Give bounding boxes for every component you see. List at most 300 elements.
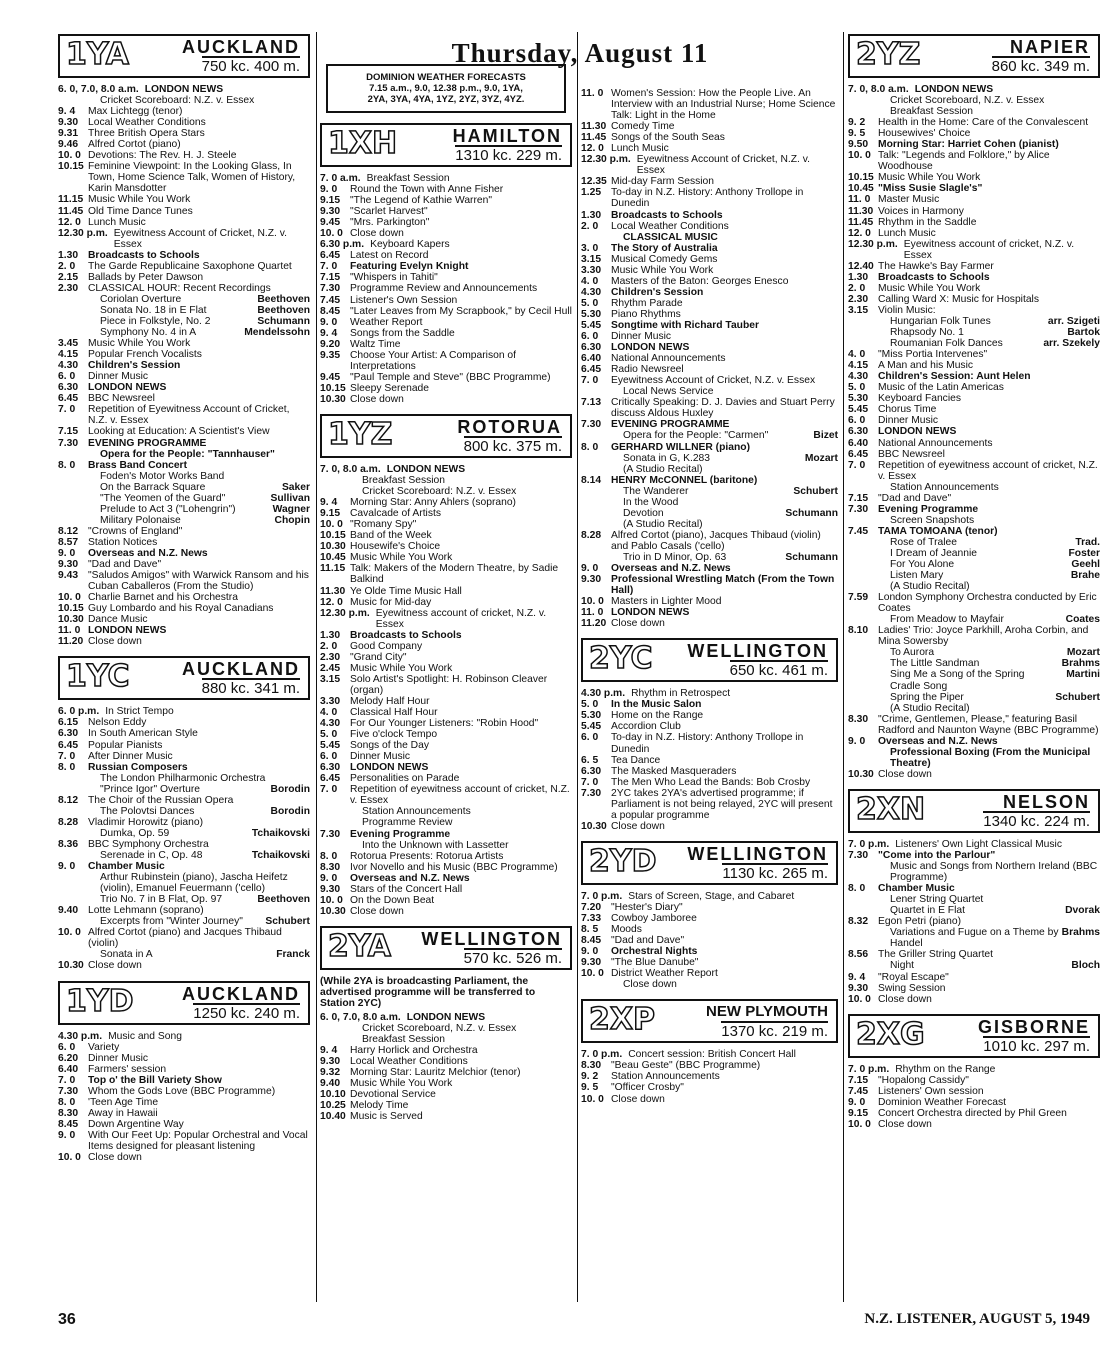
programme-item [58, 894, 310, 905]
station-frequency: 1310 kc. 229 m. [455, 147, 562, 164]
programme-item [58, 1053, 310, 1064]
programme-time [58, 482, 88, 493]
programme-item [320, 195, 572, 206]
programme-title: Evening Programme [350, 828, 451, 840]
programme-item [581, 721, 838, 732]
programme-item [581, 519, 838, 530]
programme-item [848, 581, 1100, 592]
programme-title: Band of the Week [350, 530, 432, 542]
programme-time: 3.15 [848, 304, 869, 316]
programme-item [581, 1094, 838, 1105]
column-4 [848, 30, 1100, 1130]
programme-item [848, 194, 1100, 205]
programme-list-2xg [848, 1064, 1100, 1130]
programme-item [58, 717, 310, 728]
composer-name: Borodin [270, 783, 310, 795]
station-call-sign: 2XP [589, 1002, 655, 1038]
programme-item [320, 1034, 572, 1045]
programme-time: 6.20 [58, 1052, 79, 1064]
station-call-sign: 1YC [66, 659, 130, 695]
programme-time [58, 471, 88, 482]
programme-title: Music for Mid-day [350, 596, 432, 608]
station-city: AUCKLAND [182, 37, 300, 57]
programme-time [581, 464, 611, 475]
programme-time: 10. 0 [320, 519, 343, 531]
programme-title: LONDON NEWS [611, 607, 690, 619]
programme-item [320, 486, 572, 497]
programme-time: 4.15 [848, 360, 869, 372]
programme-item [58, 850, 310, 861]
programme-time: 8.56 [848, 949, 869, 961]
programme-time: 9.15 [320, 195, 341, 207]
programme-item [581, 176, 838, 187]
programme-item [848, 349, 1100, 360]
programme-title: Breakfast Session [362, 1034, 445, 1046]
programme-title: Breakfast Session [890, 106, 973, 118]
programme-item [58, 949, 310, 960]
programme-time: 9.30 [320, 1056, 341, 1068]
programme-time: 10. 0 [581, 968, 604, 980]
programme-title: Voices in Harmony [878, 205, 964, 217]
programme-title: EVENING PROGRAMME [611, 419, 730, 431]
programme-time [848, 327, 878, 338]
programme-time: 4.15 [58, 349, 79, 361]
programme-title: Broadcasts to Schools [611, 209, 723, 221]
programme-item [581, 777, 838, 788]
programme-item [581, 453, 838, 464]
programme-time [848, 669, 878, 680]
programme-time: 3.15 [320, 673, 341, 685]
programme-title: Talk: "Legends and Folklore," by Alice Woodhouse [878, 150, 1050, 173]
station-frequency: 750 kc. 400 m. [201, 58, 300, 75]
programme-item [58, 460, 310, 471]
programme-title: "The Yeomen of the Guard" [100, 492, 226, 504]
programme-item [320, 1100, 572, 1111]
programme-title: (A Studio Recital) [623, 518, 703, 530]
programme-time: 9. 0 [58, 1129, 76, 1141]
programme-time: 6. 5 [581, 754, 599, 766]
programme-item [848, 360, 1100, 371]
programme-item [320, 597, 572, 608]
programme-title: For Our Younger Listeners: "Robin Hood" [350, 718, 539, 730]
programme-title: Music While You Work [88, 338, 191, 350]
programme-time: 10. 0 [320, 894, 343, 906]
programme-item [58, 548, 310, 559]
programme-title: In the Music Salon [611, 699, 702, 711]
station-city: AUCKLAND [182, 983, 300, 1004]
programme-title: Housewives' Choice [878, 128, 971, 140]
programme-time: 6. 0 [848, 415, 866, 427]
programme-title: Close down [611, 1093, 665, 1105]
programme-title: Vladimir Horowitz (piano) [88, 816, 204, 828]
programme-time: 4. 0 [848, 349, 866, 361]
programme-title: Ladies' Trio: Joyce Parkhill, Aroha Corbin, and Mina Sowersby [878, 625, 1089, 648]
programme-title: Screen Snapshots [890, 514, 975, 526]
programme-title: Dance Music [88, 614, 148, 626]
programme-time: 10.15 [848, 172, 874, 184]
programme-title: Rhythm in the Saddle [878, 216, 977, 228]
composer-name: Sullivan [270, 492, 310, 504]
programme-item [320, 552, 572, 563]
programme-title: Evening Programme [878, 503, 979, 515]
programme-time: 4.30 p.m. [581, 688, 626, 700]
programme-time: 9. 0 [58, 547, 76, 559]
programme-title: Ivor Novello and his Music (BBC Programme) [350, 861, 558, 873]
programme-item [58, 916, 310, 927]
programme-item [848, 570, 1100, 581]
programme-title: Cradle Song [890, 680, 948, 692]
programme-time: 3.30 [320, 695, 341, 707]
programme-item [320, 173, 572, 184]
programme-time [320, 1023, 350, 1034]
programme-time: 1.30 [58, 249, 79, 261]
programme-time: 9.15 [848, 1107, 869, 1119]
programme-title: LONDON NEWS [88, 625, 167, 637]
programme-item [848, 983, 1100, 994]
programme-title: "Scarlet Harvest" [350, 206, 428, 218]
programme-title: Songs of the South Seas [611, 132, 725, 144]
programme-item [581, 788, 838, 821]
programme-time [58, 515, 88, 526]
programme-title: Sonata in A [100, 949, 153, 961]
programme-title: TAMA TOMOANA (tenor) [878, 525, 998, 537]
programme-title: Mid-day Farm Session [611, 176, 714, 188]
programme-title: Music While You Work [611, 264, 714, 276]
programme-item [581, 913, 838, 924]
programme-title: Professional Wrestling Match (From the Town Hall) [611, 574, 835, 597]
programme-time [320, 817, 350, 828]
programme-title: Eyewitness account of cricket, N.Z. v. Essex [903, 238, 1075, 261]
programme-title: Children's Session [88, 360, 181, 372]
programme-time [848, 614, 878, 625]
station-call-sign: 1YA [66, 37, 129, 72]
composer-name: Trad. [1075, 536, 1100, 548]
composer-name: Wagner [272, 503, 310, 515]
programme-time: 11.45 [581, 132, 607, 144]
programme-time: 6.30 [58, 382, 79, 394]
programme-title: Eyewitness Account of Cricket, N.Z. v. Essex [636, 154, 810, 177]
programme-time [848, 338, 878, 349]
programme-title: Serenade in C, Op. 48 [100, 850, 203, 861]
programme-item [58, 305, 310, 316]
programme-title: Local Weather Conditions [88, 117, 206, 129]
programme-title: Quartet in E Flat [890, 905, 965, 917]
programme-title: Eyewitness Account of Cricket, N.Z. v. Essex [113, 227, 287, 250]
programme-item [58, 872, 310, 894]
programme-title: The Garde Republicaine Saxophone Quartet [88, 260, 292, 272]
programme-title: Repetition of eyewitness account of cricket, N.Z. v. Essex [350, 784, 570, 807]
station-city: ROTORUA [457, 416, 562, 437]
programme-title: Comedy Time [611, 121, 675, 133]
programme-title: Morning Star: Anny Ahlers (soprano) [350, 497, 516, 509]
station-header-2yd [581, 841, 838, 885]
programme-item [581, 732, 838, 754]
programme-time [848, 747, 878, 769]
programme-item [58, 839, 310, 850]
programme-item [848, 692, 1100, 703]
programme-item [58, 482, 310, 493]
programme-title: Tea Dance [611, 754, 661, 766]
programme-title: "The Blue Danube" [611, 957, 699, 969]
column-2 [320, 30, 572, 1123]
programme-item [581, 1071, 838, 1082]
programme-item [320, 729, 572, 740]
programme-title: Cricket Scoreboard, N.Z. v. Essex [890, 95, 1045, 107]
programme-time: 9. 4 [320, 497, 338, 509]
programme-title: LONDON NEWS [878, 426, 957, 438]
programme-title: Music While You Work [88, 194, 191, 206]
programme-title: Popular French Vocalists [88, 349, 202, 361]
programme-title: LONDON NEWS [406, 1012, 486, 1024]
composer-name: Schubert [265, 916, 310, 928]
programme-item [581, 821, 838, 832]
programme-time: 6. 0 [581, 732, 599, 744]
programme-title: Overseas and N.Z. News [88, 547, 208, 559]
programme-title: Piece in Folkstyle, No. 2 [100, 315, 211, 327]
programme-time: 8.30 [581, 1060, 602, 1072]
programme-item [848, 1075, 1100, 1086]
composer-name: Mozart [804, 452, 838, 464]
programme-time: 7.45 [848, 525, 869, 537]
programme-title: The Griller String Quartet [878, 949, 994, 961]
programme-title: Overseas and N.Z. News [878, 735, 998, 747]
programme-time: 8.10 [848, 625, 869, 637]
programme-time: 7.33 [581, 913, 602, 924]
programme-title: CLASSICAL MUSIC [623, 231, 718, 243]
programme-title: With Our Feet Up: Popular Orchestral and Vocal Items designed for pleasant listening [88, 1129, 308, 1152]
programme-title: Foden's Motor Works Band [100, 470, 225, 482]
programme-title: Cavalcade of Artists [350, 508, 441, 520]
programme-title: Good Company [350, 640, 423, 652]
programme-item [320, 895, 572, 906]
programme-title: Close down [878, 1118, 932, 1130]
programme-time: 7.45 [320, 294, 341, 306]
programme-time: 6.30 p.m. [320, 239, 365, 251]
composer-name: Schumann [785, 507, 838, 519]
programme-item [581, 132, 838, 143]
programme-item [58, 493, 310, 504]
programme-title: Children's Session [611, 286, 704, 298]
programme-item [848, 150, 1100, 172]
programme-time [848, 515, 878, 526]
programme-title: Close down [611, 618, 665, 630]
programme-time [58, 872, 88, 894]
programme-title: Harry Horlick and Orchestra [350, 1045, 478, 1057]
programme-time: 7.59 [848, 592, 869, 604]
programme-item [581, 143, 838, 154]
programme-title: Station Announcements [890, 481, 999, 493]
programme-time: 7.20 [581, 901, 602, 913]
programme-item [58, 84, 310, 95]
programme-title: Rhythm on the Range [895, 1063, 996, 1075]
programme-time: 8.45 [320, 305, 341, 317]
programme-time [581, 453, 611, 464]
programme-time [848, 894, 878, 905]
programme-item [848, 460, 1100, 482]
composer-name: Dvorak [1065, 905, 1100, 917]
programme-item [581, 979, 838, 990]
programme-item [320, 641, 572, 652]
programme-item [320, 806, 572, 817]
programme-title: Waltz Time [350, 338, 401, 350]
programme-item [58, 128, 310, 139]
programme-item [320, 283, 572, 294]
programme-item [848, 1097, 1100, 1108]
programme-item [58, 515, 310, 526]
programme-time: 11. 0 [848, 194, 871, 206]
programme-title: Dinner Music [88, 1052, 149, 1064]
programme-title: Rhythm in Retrospect [631, 688, 731, 700]
programme-time: 6.30 [320, 762, 341, 774]
programme-time: 8.45 [581, 935, 602, 947]
programme-time: 1.30 [581, 209, 602, 221]
programme-time: 9. 4 [320, 327, 338, 339]
programme-time [58, 773, 88, 784]
station-frequency: 1370 kc. 219 m. [721, 1023, 828, 1041]
programme-time: 9. 5 [848, 128, 866, 140]
programme-title: Excerpts from "Winter Journey" [100, 916, 243, 928]
programme-item [848, 117, 1100, 128]
programme-title: Nelson Eddy [88, 717, 147, 729]
programme-time: 6.40 [848, 437, 869, 449]
programme-time: 12.30 p.m. [320, 607, 370, 619]
programme-time: 9.30 [58, 117, 79, 129]
programme-time: 7. 0 [320, 784, 338, 796]
programme-time: 9. 2 [581, 1071, 599, 1083]
programme-time: 7.15 [320, 272, 341, 284]
column-3 [581, 30, 838, 1105]
programme-time: 6. 0, 7.0, 8.0 a.m. [58, 84, 139, 95]
programme-title: Music While You Work [350, 662, 453, 674]
programme-time: 7. 0 [581, 776, 599, 788]
programme-item [848, 747, 1100, 769]
programme-time: 8.28 [581, 529, 602, 541]
programme-time: 8. 5 [581, 924, 599, 936]
programme-item [848, 994, 1100, 1005]
station-frequency: 650 kc. 461 m. [729, 662, 828, 680]
programme-time [58, 894, 88, 905]
programme-title: Local News Service [623, 386, 714, 398]
column-1 [58, 30, 310, 1163]
programme-time: 6.40 [581, 353, 602, 365]
programme-time: 11.15 [58, 194, 84, 206]
programme-time: 7. 0, 8.0 a.m. [320, 463, 381, 475]
composer-name: Geehl [1071, 559, 1100, 571]
programme-title: Keyboard Fancies [878, 393, 961, 405]
programme-time: 7. 0 p.m. [581, 890, 623, 902]
programme-title: Programme Review [362, 817, 453, 829]
programme-item [581, 508, 838, 519]
programme-title: Health in the Home: Care of the Convalescent [878, 117, 1089, 129]
programme-title: BBC Newsreel [88, 393, 155, 405]
programme-title: Melody Half Hour [350, 695, 430, 707]
programme-item [848, 861, 1100, 883]
programme-time: 8. 0 [320, 850, 338, 862]
programme-time: 3.30 [581, 264, 602, 276]
programme-title: To Aurora [890, 647, 935, 659]
programme-item [581, 607, 838, 618]
programme-item [581, 419, 838, 430]
programme-title: A Man and his Music [878, 360, 974, 372]
programme-item [320, 563, 572, 585]
programme-time: 6.45 [848, 448, 869, 460]
programme-time [848, 703, 878, 714]
programme-time: 7.13 [581, 397, 602, 409]
programme-item [848, 106, 1100, 117]
programme-time: 3.45 [58, 338, 79, 350]
programme-item [848, 183, 1100, 194]
programme-time: 12.30 p.m. [848, 238, 898, 250]
programme-title: Morning Star: Harriet Cohen (pianist) [878, 139, 1059, 151]
programme-time: 2. 0 [581, 220, 599, 232]
station-call-sign: 2YD [589, 843, 657, 879]
programme-time: 7.15 [848, 1074, 869, 1086]
programme-title: Lotte Lehmann (soprano) [88, 905, 204, 917]
programme-time: 10.30 [848, 768, 874, 780]
programme-item [848, 548, 1100, 559]
programme-item [58, 817, 310, 828]
programme-title: Featuring Evelyn Knight [350, 261, 469, 273]
programme-item [581, 320, 838, 331]
programme-time [58, 327, 88, 338]
programme-title: Coriolan Overture [100, 293, 182, 305]
composer-name: Mozart [1066, 647, 1100, 659]
programme-item [58, 1097, 310, 1108]
programme-title: The Hawke's Bay Farmer [878, 260, 994, 272]
programme-title: "Miss Portia Intervenes" [878, 349, 988, 361]
programme-item [320, 1078, 572, 1089]
programme-item [320, 1045, 572, 1056]
programme-title: Solo Artist's Spotlight: H. Robinson Cleaver (organ) [350, 673, 548, 696]
programme-time: 7. 0 [320, 261, 338, 273]
programme-item [320, 840, 572, 851]
programme-time: 7.30 [320, 828, 341, 840]
programme-item [848, 449, 1100, 460]
station-frequency: 800 kc. 375 m. [463, 437, 562, 455]
programme-item [581, 342, 838, 353]
programme-title: Music While You Work [350, 1078, 453, 1090]
programme-time: 4.30 [58, 360, 79, 372]
programme-title: Breakfast Session [366, 173, 450, 184]
programme-title: Music and Songs from Northern Ireland (BBC Programme) [890, 861, 1098, 884]
programme-item [848, 272, 1100, 283]
programme-title: The Choir of the Russian Opera [88, 794, 234, 806]
programme-item [58, 294, 310, 305]
programme-time: 1.30 [320, 629, 341, 641]
programme-title: Stars of Screen, Stage, and Cabaret [628, 890, 795, 902]
programme-time: 7. 0 p.m. [581, 1049, 623, 1061]
programme-item [581, 232, 838, 243]
programme-time [581, 979, 611, 990]
programme-title: Russian Composers [88, 761, 188, 773]
programme-item [320, 530, 572, 541]
programme-item [320, 740, 572, 751]
programme-time: 12.30 p.m. [58, 227, 108, 239]
programme-time: 9. 0 [320, 184, 338, 196]
programme-item [581, 364, 838, 375]
composer-name: Martini [1066, 669, 1100, 681]
programme-title: Sleepy Serenade [350, 382, 430, 394]
programme-title: 2YC takes 2YA's advertised programme; if Parliament is not being relayed, 2YC will present a popular programme [611, 787, 833, 821]
programme-title: Close down [878, 993, 932, 1005]
composer-name: Franck [276, 949, 310, 961]
programme-time: 9.20 [320, 338, 341, 350]
programme-time: 7.30 [58, 1085, 79, 1097]
programme-item [848, 927, 1100, 949]
programme-time: 8.28 [58, 816, 79, 828]
programme-time: 10. 0 [58, 592, 81, 604]
programme-item [848, 559, 1100, 570]
